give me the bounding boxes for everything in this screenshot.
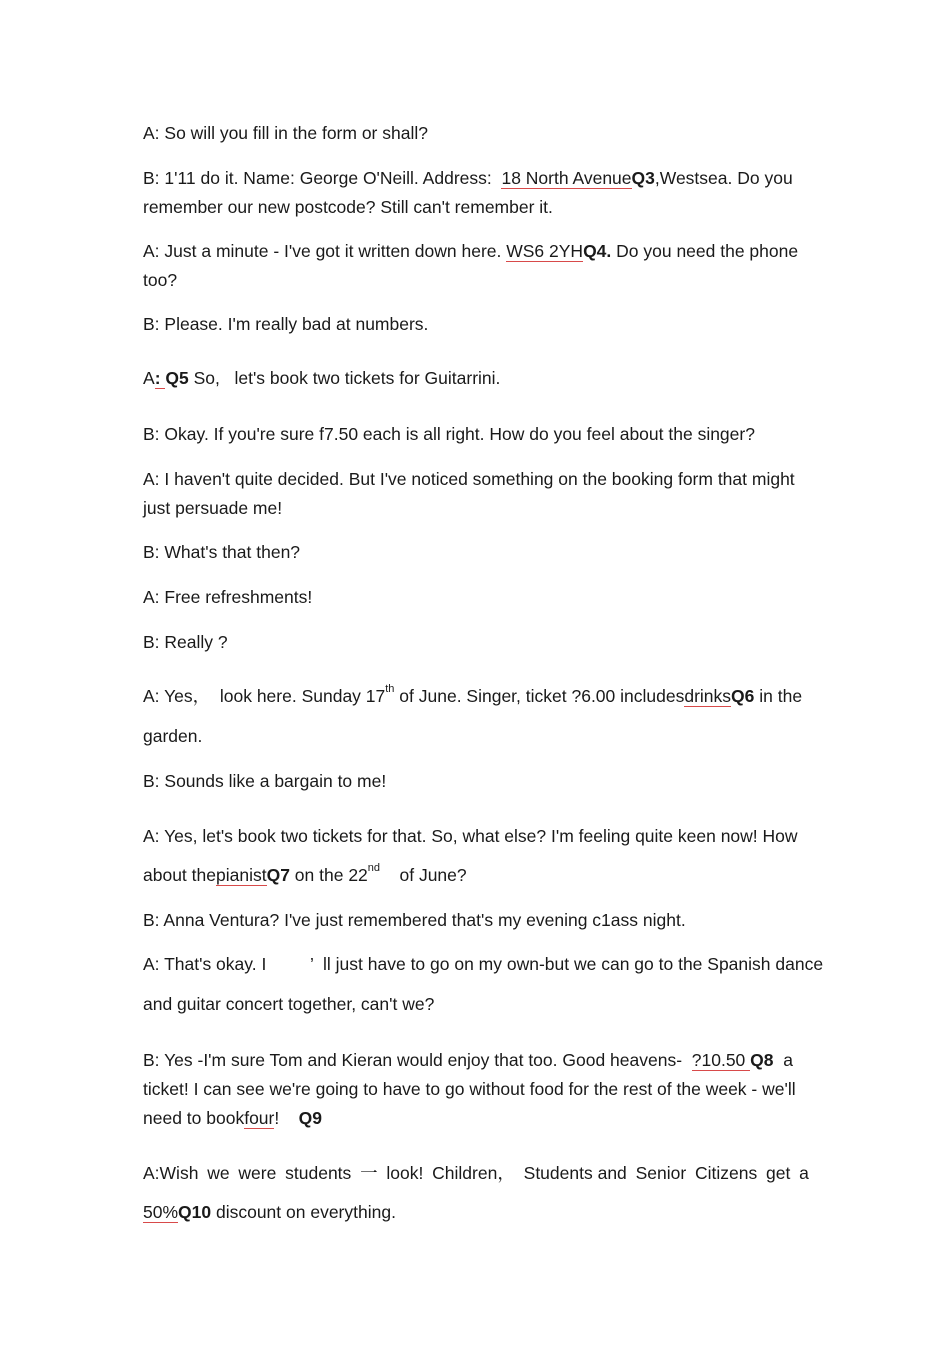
dialogue-line: ticket! I can see we're going to have to go without food for the rest of the week - we'll: [143, 1079, 796, 1099]
answer-q9: four: [244, 1108, 275, 1128]
dialogue-line: A: Yes, let's book two tickets for that. So, what else? I'm feeling quite keen now! How: [143, 826, 798, 846]
dialogue-line: A: So will you fill in the form or shall?: [143, 123, 428, 143]
dialogue-line: B: What's that then?: [143, 542, 301, 562]
dialogue-line: B: Please. I'm really bad at numbers.: [143, 314, 429, 334]
dialogue-line-q7: about thepianistQ7 on the 22nd of June?: [143, 862, 467, 885]
question-label-q3: Q3: [631, 168, 655, 188]
dialogue-line-q3: B: 1'11 do it. Name: George O'Neill. Address: 18 North AvenueQ3,Westsea. Do you: [143, 168, 793, 188]
dialogue-line: garden.: [143, 726, 203, 746]
dialogue-line: remember our new postcode? Still can't remember it.: [143, 197, 553, 217]
question-label-q10: Q10: [178, 1202, 212, 1222]
dialogue-line: A: Free refreshments!: [143, 587, 313, 607]
dialogue-line: B: Okay. If you're sure f7.50 each is all right. How do you feel about the singer?: [143, 424, 755, 444]
dialogue-line-q9: need to bookfour! Q9: [143, 1108, 323, 1128]
dialogue-line: B: Really ?: [143, 632, 228, 652]
question-label-q5: Q5: [165, 368, 189, 388]
dialogue-line-q4: A: Just a minute - I've got it written down here. WS6 2YHQ4. Do you need the phone: [143, 241, 799, 261]
answer-q8: ?10.50: [691, 1050, 751, 1070]
question-label-q6: Q6: [731, 686, 755, 706]
question-label-q4: Q4.: [583, 241, 612, 261]
answer-q3: 18 North Avenue: [501, 168, 632, 188]
dialogue-line: B: Sounds like a bargain to me!: [143, 771, 387, 791]
answer-q7: pianist: [215, 865, 267, 885]
dialogue-line-q5: A: Q5 So, let's book two tickets for Guitarrini.: [143, 368, 501, 388]
answer-q6: drinks: [684, 686, 732, 706]
dialogue-line-q6: A: Yes， look here. Sunday 17th of June. Singer, ticket ?6.00 includesdrinksQ6 in the: [143, 683, 803, 706]
question-label-q7: Q7: [266, 865, 290, 885]
dialogue-line: B: Anna Ventura? I've just remembered that's my evening c1ass night.: [143, 910, 686, 930]
dialogue-line-justified: A:Wish we were students 一 look! Children， Students and Senior Citizens get a: [143, 1163, 809, 1183]
dialogue-line-q8: B: Yes -I'm sure Tom and Kieran would enjoy that too. Good heavens- ?10.50 Q8 a: [143, 1050, 793, 1070]
dialogue-line-q10: 50%Q10 discount on everything.: [143, 1202, 396, 1222]
dialogue-line: A: I haven't quite decided. But I've noticed something on the booking form that might: [143, 469, 795, 489]
dialogue-line: A: That's okay. I ’ ll just have to go on my own-but we can go to the Spanish dance: [143, 954, 824, 974]
question-label-q8: Q8: [750, 1050, 774, 1070]
answer-q5: :: [154, 368, 166, 388]
dialogue-line: and guitar concert together, can't we?: [143, 994, 435, 1014]
answer-q4: WS6 2YH: [506, 241, 584, 261]
answer-q10: 50%: [143, 1202, 179, 1222]
dialogue-line: just persuade me!: [143, 498, 283, 518]
question-label-q9: Q9: [298, 1108, 323, 1128]
dialogue-line: too?: [143, 270, 178, 290]
